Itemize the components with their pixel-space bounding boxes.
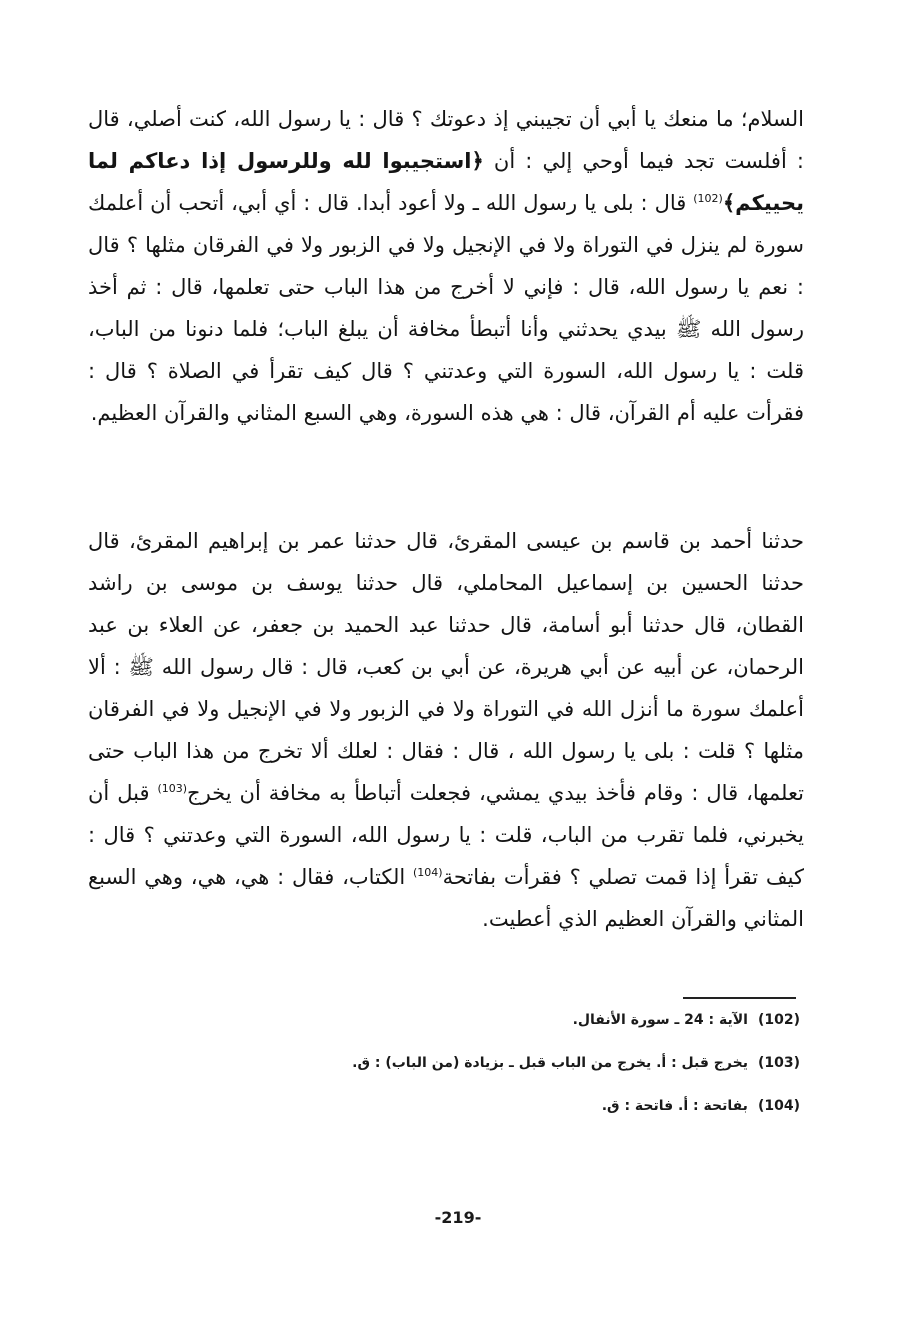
footnote-103 <box>150 1051 800 1075</box>
paragraph-2-text-part-1: حدثنا أحمد بن قاسم بن عيسى المقرئ، قال حدثنا عمر بن إبراهيم المقرئ، قال حدثنا الحسين بن إسماعيل المحاملي، قال حدثنا يوسف بن موسى بن راشد القطان، قال حدثنا أبو أسامة، قال حدثنا عبد الحميد بن جعفر، عن العلاء بن عبد الرحمان، عن أبيه عن أبي هريرة، عن أبي بن كعب، قال : قال رسول الله ﷺ : ألا أعلمك سورة ما أنزل الله في التوراة ولا في الزبور ولا في الإنجيل ولا في الفرقان مثلها ؟ قلت : بلى يا رسول الله ، قال : فقال : لعلك ألا تخرج من هذا الباب حتى تعلمها، قال : وقام فأخذ بيدي يمشي، فجعلت أتباطأ به مخافة أن يخرج <box>88 529 804 805</box>
footnotes-section <box>150 1008 800 1137</box>
footnote-ref-102[interactable]: (102) <box>693 192 723 205</box>
footnote-ref-104[interactable]: (104) <box>413 866 443 879</box>
footnote-text: بفاتحة : أ. فاتحة : ق. <box>601 1098 748 1114</box>
footnote-104 <box>150 1094 800 1118</box>
paragraph-1 <box>88 98 804 434</box>
page-number: -219- <box>434 1208 482 1227</box>
footnote-number: (102) <box>757 1012 800 1028</box>
footnote-text: الآية : 24 ـ سورة الأنفال. <box>572 1012 748 1028</box>
paragraph-1-text-before-verse: السلام؛ ما منعك يا أبي أن تجيبني إذ دعوتك ؟ قال : يا رسول الله، كنت أصلي، قال : أفلست تجد فيما أوحي إلي : أن <box>88 107 804 173</box>
paragraph-1-text-after-verse: قال : بلى يا رسول الله ـ ولا أعود أبدا. قال : أي أبي، أتحب أن أعلمك سورة لم ينزل في التوراة ولا في الإنجيل ولا في الزبور ولا في الفرقان مثلها ؟ قال : نعم يا رسول الله، قال : فإني لا أخرج من هذا الباب حتى تعلمها، قال : ثم أخذ رسول الله ﷺ بيدي يحدثني وأنا أتبطأ مخافة أن يبلغ الباب؛ فلما دنونا من الباب، قلت : يا رسول الله، السورة التي وعدتني ؟ قال كيف تقرأ في الصلاة ؟ قال : فقرأت عليه أم القرآن، قال : هي هذه السورة، وهي السبع المثاني والقرآن العظيم. <box>88 191 804 425</box>
paragraph-2-text-part-3: الكتاب، فقال : هي، هي، وهي السبع المثاني والقرآن العظيم الذي أعطيت. <box>88 865 804 931</box>
paragraph-2 <box>88 520 804 940</box>
footnote-number: (103) <box>757 1055 800 1071</box>
quran-verse: ﴿استجيبوا لله وللرسول إذا دعاكم لما يحييكم﴾ <box>88 149 804 215</box>
footnote-text: يخرج قبل : أ. يخرج من الباب قبل ـ بزيادة (من الباب) : ق. <box>352 1055 748 1071</box>
footnote-number: (104) <box>757 1098 800 1114</box>
footnote-ref-103[interactable]: (103) <box>157 782 188 795</box>
paragraph-2-text-part-2: قبل أن يخبرني، فلما تقرب من الباب، قلت : يا رسول الله، السورة التي وعدتني ؟ قال : كيف تقرأ إذا قمت تصلي ؟ فقرأت بفاتحة <box>88 781 804 889</box>
footnote-102 <box>150 1008 800 1032</box>
footnote-divider <box>683 997 796 999</box>
